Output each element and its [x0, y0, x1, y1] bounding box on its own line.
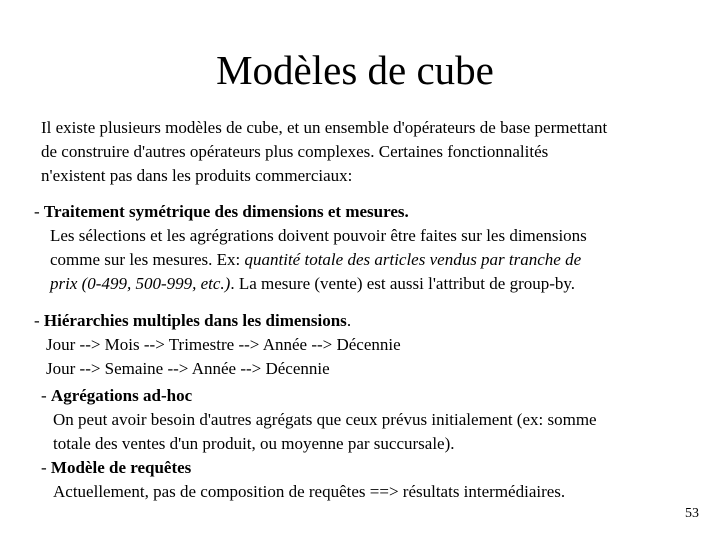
section-heading: Agrégations ad-hoc: [50, 386, 193, 405]
section-text-line: totale des ventes d'un produit, ou moyenne par succursale).: [53, 434, 455, 453]
section-text-line: Les sélections et les agrégrations doivent pouvoir être faites sur les dimensions: [50, 226, 587, 245]
section-heading-line: [41, 384, 597, 408]
bullet-dash: -: [34, 202, 44, 221]
slide-title: Modèles de cube: [216, 47, 494, 93]
section-heading: Traitement symétrique des dimensions et mesures.: [43, 202, 409, 221]
section-text-line: [34, 248, 587, 272]
bullet-dash: -: [41, 458, 51, 477]
hierarchy-line: Jour --> Semaine --> Année --> Décennie: [46, 359, 330, 378]
section-hierarchies: [34, 309, 401, 381]
section-heading-line: [34, 200, 587, 224]
heading-period: .: [346, 311, 352, 330]
section-heading: Modèle de requêtes: [50, 458, 192, 477]
intro-line: Il existe plusieurs modèles de cube, et un ensemble d'opérateurs de base permettant: [41, 118, 608, 137]
bullet-dash: -: [41, 386, 51, 405]
intro-line: n'existent pas dans les produits commerciaux:: [41, 166, 353, 185]
intro-line: de construire d'autres opérateurs plus complexes. Certaines fonctionnalités: [41, 142, 549, 161]
bullet-dash: -: [34, 311, 44, 330]
section-query-model: [41, 456, 565, 504]
text-fragment: . La mesure (vente) est aussi l'attribut de group-by.: [230, 274, 576, 293]
text-fragment: comme sur les mesures. Ex:: [50, 250, 245, 269]
section-heading-line: [34, 309, 401, 333]
hierarchy-line: Jour --> Mois --> Trimestre --> Année --> Décennie: [46, 335, 401, 354]
section-text-line: [34, 272, 587, 296]
section-text-line: On peut avoir besoin d'autres agrégats que ceux prévus initialement (ex: somme: [53, 410, 597, 429]
section-adhoc-aggregations: [41, 384, 597, 456]
example-text: quantité totale des articles vendus par tranche de: [244, 250, 582, 269]
section-text-line: Actuellement, pas de composition de requêtes ==> résultats intermédiaires.: [53, 482, 566, 501]
section-heading: Hiérarchies multiples dans les dimensions: [43, 311, 347, 330]
intro-paragraph: [41, 116, 716, 188]
page-number: 53: [685, 506, 699, 521]
section-symmetric-treatment: [34, 200, 587, 296]
example-text: prix (0-499, 500-999, etc.): [50, 274, 231, 293]
section-heading-line: [41, 456, 565, 480]
